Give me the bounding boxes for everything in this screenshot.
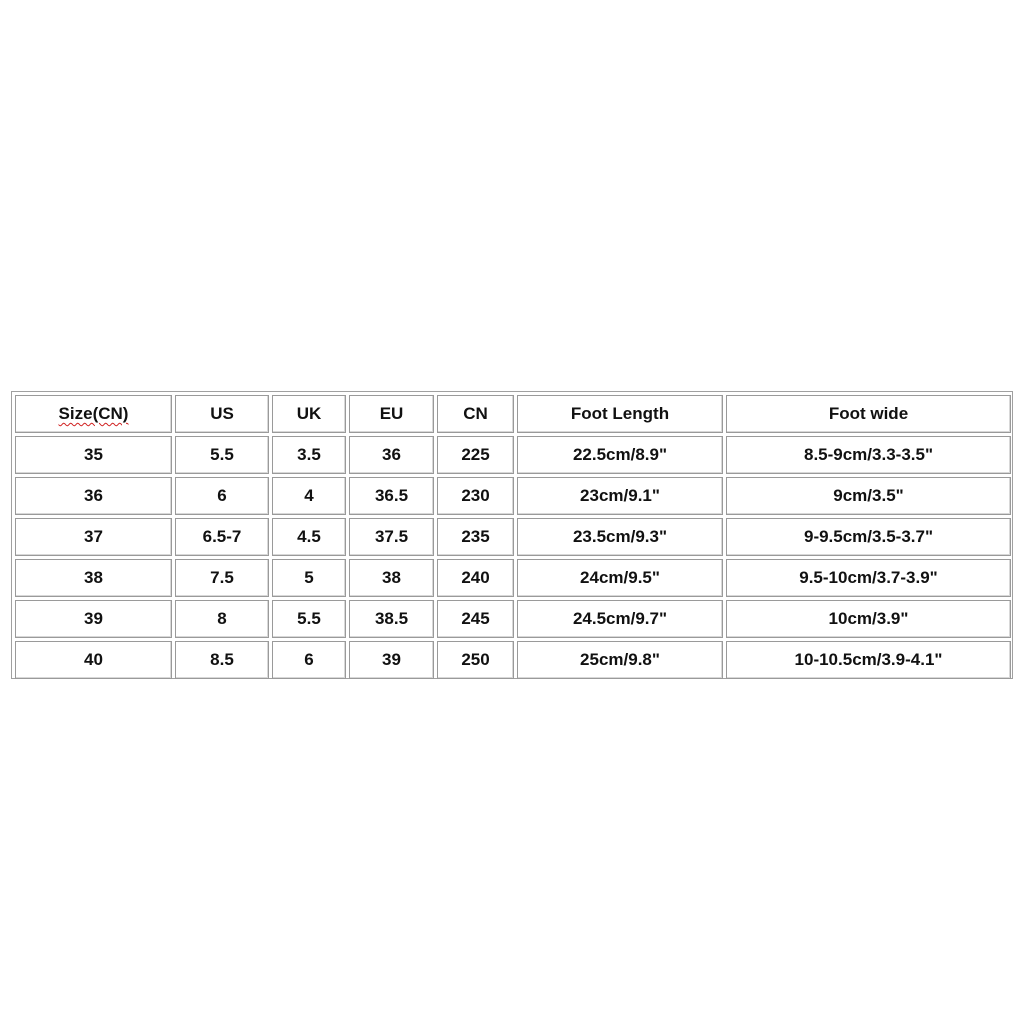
- table-row: [15, 600, 1011, 638]
- cell-foot-wide: 10-10.5cm/3.9-4.1": [726, 641, 1011, 679]
- cell-foot-wide: 8.5-9cm/3.3-3.5": [726, 436, 1011, 474]
- cell-us: 6.5-7: [175, 518, 269, 556]
- table-row: [15, 641, 1011, 679]
- cell-foot-length: 24cm/9.5": [517, 559, 723, 597]
- cell-cn: 250: [437, 641, 514, 679]
- cell-size-cn: 37: [15, 518, 172, 556]
- cell-eu: 37.5: [349, 518, 434, 556]
- cell-uk: 5: [272, 559, 346, 597]
- cell-us: 6: [175, 477, 269, 515]
- cell-eu: 38.5: [349, 600, 434, 638]
- cell-size-cn: 35: [15, 436, 172, 474]
- cell-uk: 4.5: [272, 518, 346, 556]
- table-row: [15, 559, 1011, 597]
- cell-eu: 39: [349, 641, 434, 679]
- cell-us: 8: [175, 600, 269, 638]
- cell-us: 7.5: [175, 559, 269, 597]
- cell-cn: 235: [437, 518, 514, 556]
- cell-size-cn: 39: [15, 600, 172, 638]
- header-foot-length: Foot Length: [517, 395, 723, 433]
- cell-size-cn: 36: [15, 477, 172, 515]
- cell-eu: 38: [349, 559, 434, 597]
- cell-uk: 5.5: [272, 600, 346, 638]
- cell-foot-wide: 9cm/3.5": [726, 477, 1011, 515]
- cell-foot-length: 24.5cm/9.7": [517, 600, 723, 638]
- cell-size-cn: 40: [15, 641, 172, 679]
- cell-foot-length: 25cm/9.8": [517, 641, 723, 679]
- header-row: [15, 395, 1011, 433]
- header-foot-wide: Foot wide: [726, 395, 1011, 433]
- header-eu: EU: [349, 395, 434, 433]
- cell-us: 5.5: [175, 436, 269, 474]
- cell-cn: 230: [437, 477, 514, 515]
- cell-foot-length: 23.5cm/9.3": [517, 518, 723, 556]
- cell-cn: 240: [437, 559, 514, 597]
- cell-uk: 4: [272, 477, 346, 515]
- size-chart-table: [12, 392, 1014, 682]
- cell-cn: 245: [437, 600, 514, 638]
- size-chart: [11, 391, 1013, 679]
- header-size-cn: [15, 395, 172, 433]
- header-us: US: [175, 395, 269, 433]
- cell-cn: 225: [437, 436, 514, 474]
- header-cn: CN: [437, 395, 514, 433]
- cell-eu: 36.5: [349, 477, 434, 515]
- cell-foot-length: 23cm/9.1": [517, 477, 723, 515]
- table-row: [15, 518, 1011, 556]
- table-row: [15, 477, 1011, 515]
- cell-uk: 3.5: [272, 436, 346, 474]
- cell-uk: 6: [272, 641, 346, 679]
- header-uk: UK: [272, 395, 346, 433]
- cell-foot-wide: 10cm/3.9": [726, 600, 1011, 638]
- cell-eu: 36: [349, 436, 434, 474]
- cell-foot-wide: 9.5-10cm/3.7-3.9": [726, 559, 1011, 597]
- header-size-cn-label: Size(CN): [58, 404, 129, 423]
- cell-foot-wide: 9-9.5cm/3.5-3.7": [726, 518, 1011, 556]
- table-row: [15, 436, 1011, 474]
- cell-foot-length: 22.5cm/8.9": [517, 436, 723, 474]
- cell-size-cn: 38: [15, 559, 172, 597]
- cell-us: 8.5: [175, 641, 269, 679]
